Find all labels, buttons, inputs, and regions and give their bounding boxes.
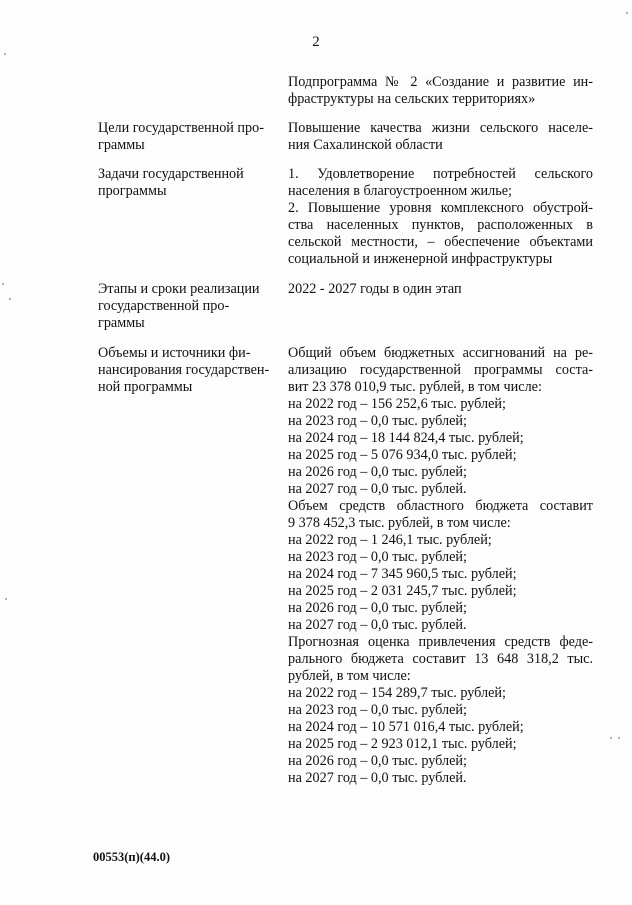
value-line: Повышение качества жизни сельского населе- (288, 120, 593, 136)
scan-mark (2, 283, 4, 285)
value-line: на 2026 год – 0,0 тыс. рублей; (288, 600, 467, 616)
row-label (98, 345, 278, 396)
scan-mark (9, 298, 11, 300)
value-line: на 2026 год – 0,0 тыс. рублей; (288, 753, 467, 769)
row-label (98, 120, 278, 154)
value-line: на 2023 год – 0,0 тыс. рублей; (288, 702, 467, 718)
label-line: Задачи государственной (98, 166, 244, 182)
value-line: на 2023 год – 0,0 тыс. рублей; (288, 549, 467, 565)
label-line: государственной про- (98, 298, 230, 314)
row-label (98, 166, 278, 200)
value-line: на 2024 год – 10 571 016,4 тыс. рублей; (288, 719, 524, 735)
row-value (288, 281, 593, 298)
value-line: на 2022 год – 1 246,1 тыс. рублей; (288, 532, 492, 548)
value-line: Прогнозная оценка привлечения средств феде- (288, 634, 593, 650)
value-line: на 2023 год – 0,0 тыс. рублей; (288, 413, 467, 429)
value-line: на 2025 год – 5 076 934,0 тыс. рублей; (288, 447, 517, 463)
scan-mark (4, 53, 6, 55)
row-label (98, 281, 278, 332)
label-line: Этапы и сроки реализации (98, 281, 260, 297)
document-code: 00553(п)(44.0) (93, 850, 170, 864)
value-line: ализацию государственной программы соста- (288, 362, 593, 378)
value-line: на 2024 год – 7 345 960,5 тыс. рублей; (288, 566, 517, 582)
label-line: нансирования государствен- (98, 362, 270, 378)
row-value (288, 166, 593, 268)
scan-mark (610, 737, 612, 739)
value-line: 2. Повышение уровня комплексного обустрой- (288, 200, 593, 216)
value-line: населения в благоустроенном жилье; (288, 183, 512, 199)
page-number: 2 (312, 34, 320, 50)
label-line: граммы (98, 315, 145, 331)
scan-mark (618, 737, 620, 739)
value-line: 1. Удовлетворение потребностей сельского (288, 166, 593, 182)
value-line: социальной и инженерной инфраструктуры (288, 251, 553, 267)
value-line: на 2022 год – 154 289,7 тыс. рублей; (288, 685, 506, 701)
value-line: 9 378 452,3 тыс. рублей, в том числе: (288, 515, 511, 531)
scan-mark (626, 12, 628, 14)
value-line: сельской местности, – обеспечение объектами (288, 234, 593, 250)
value-line: на 2024 год – 18 144 824,4 тыс. рублей; (288, 430, 524, 446)
subprogram-title (288, 74, 593, 108)
value-line: 2022 - 2027 годы в один этап (288, 281, 462, 297)
subprogram-title-line: Подпрограмма № 2 «Создание и развитие ин- (288, 74, 593, 90)
label-line: программы (98, 183, 167, 199)
value-line: ства населенных пунктов, расположенных в (288, 217, 593, 233)
value-line: Общий объем бюджетных ассигнований на ре- (288, 345, 593, 361)
subprogram-title-line: фраструктуры на сельских территориях» (288, 91, 536, 107)
value-line: на 2025 год – 2 031 245,7 тыс. рублей; (288, 583, 517, 599)
value-line: на 2027 год – 0,0 тыс. рублей. (288, 481, 467, 497)
row-value (288, 120, 593, 154)
value-line: на 2027 год – 0,0 тыс. рублей. (288, 770, 467, 786)
value-line: рального бюджета составит 13 648 318,2 тыс. (288, 651, 593, 667)
value-line: на 2022 год – 156 252,6 тыс. рублей; (288, 396, 506, 412)
value-line: Объем средств областного бюджета составит (288, 498, 593, 514)
value-line: вит 23 378 010,9 тыс. рублей, в том числе: (288, 379, 542, 395)
label-line: ной программы (98, 379, 193, 395)
label-line: Объемы и источники фи- (98, 345, 251, 361)
value-line: рублей, в том числе: (288, 668, 411, 684)
label-line: Цели государственной про- (98, 120, 264, 136)
value-line: на 2025 год – 2 923 012,1 тыс. рублей; (288, 736, 517, 752)
value-line: ния Сахалинской области (288, 137, 443, 153)
label-line: граммы (98, 137, 145, 153)
scan-mark (5, 598, 7, 600)
value-line: на 2026 год – 0,0 тыс. рублей; (288, 464, 467, 480)
row-value (288, 345, 593, 787)
value-line: на 2027 год – 0,0 тыс. рублей. (288, 617, 467, 633)
